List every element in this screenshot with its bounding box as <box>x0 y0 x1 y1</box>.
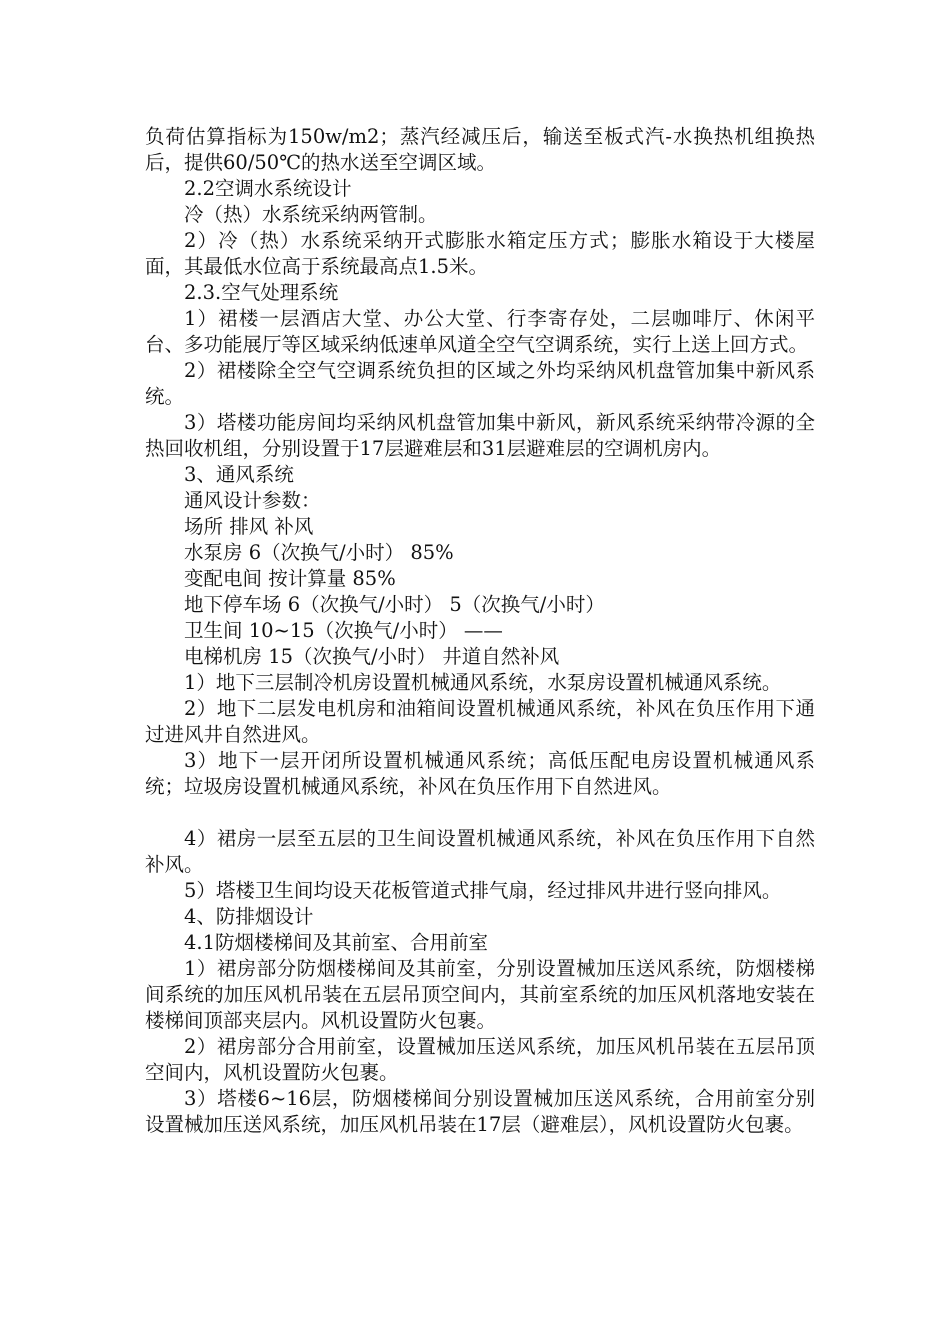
heading-4-1: 4.1防烟楼梯间及其前室、合用前室 <box>184 931 489 954</box>
heading-2-3: 2.3.空气处理系统 <box>184 281 339 304</box>
paragraph-tower-restroom: 5）塔楼卫生间均设天花板管道式排气扇，经过排风井进行竖向排风。 <box>184 879 782 902</box>
paragraph-podium-stair-pressurization: 1）裙房部分防烟楼梯间及其前室，分别设置械加压送风系统，防烟楼梯间系统的加压风机吊装在五层吊顶空间内，其前室系统的加压风机落地安装在楼梯间顶部夹层内。风机设置防火包裹。 <box>145 957 815 1032</box>
paragraph-expansion-tank: 2）冷（热）水系统采纳开式膨胀水箱定压方式；膨胀水箱设于大楼屋面，其最低水位高于系统最高点1.5米。 <box>145 229 815 278</box>
paragraph-podium-shared-lobby: 2）裙房部分合用前室，设置械加压送风系统，加压风机吊装在五层吊顶空间内，风机设置防火包裹。 <box>145 1035 815 1084</box>
paragraph-podium-fan-coil: 2）裙楼除全空气空调系统负担的区域之外均采纳风机盘管加集中新风系统。 <box>145 359 815 408</box>
ventilation-table-header: 场所 排风 补风 <box>184 515 314 538</box>
paragraph-tower-pressurization: 3）塔楼6~16层，防烟楼梯间分别设置械加压送风系统，合用前室分别设置械加压送风系统，加压风机吊装在17层（避难层），风机设置防火包裹。 <box>145 1087 815 1136</box>
paragraph-b3-ventilation: 1）地下三层制冷机房设置机械通风系统，水泵房设置机械通风系统。 <box>184 671 782 694</box>
heading-smoke-control: 4、防排烟设计 <box>184 905 314 928</box>
ventilation-row-pump-room: 水泵房 6（次换气/小时） 85% <box>184 541 454 564</box>
ventilation-row-parking: 地下停车场 6（次换气/小时） 5（次换气/小时） <box>184 593 605 616</box>
ventilation-params-label: 通风设计参数： <box>184 489 321 512</box>
paragraph-two-pipe: 冷（热）水系统采纳两管制。 <box>184 203 438 226</box>
paragraph-tower-fresh-air: 3）塔楼功能房间均采纳风机盘管加集中新风，新风系统采纳带冷源的全热回收机组，分别设置于17层避难层和31层避难层的空调机房内。 <box>145 411 815 460</box>
document-page <box>145 124 815 1138</box>
blank-line <box>145 800 815 826</box>
paragraph-podium-full-air: 1）裙楼一层酒店大堂、办公大堂、行李寄存处，二层咖啡厅、休闲平台、多功能展厅等区域采纳低速单风道全空气空调系统，实行上送上回方式。 <box>145 307 815 356</box>
ventilation-row-substation: 变配电间 按计算量 85% <box>184 567 396 590</box>
ventilation-row-elevator-room: 电梯机房 15（次换气/小时） 井道自然补风 <box>184 645 560 668</box>
heading-ventilation: 3、通风系统 <box>184 463 294 486</box>
paragraph-b1-ventilation: 3）地下一层开闭所设置机械通风系统；高低压配电房设置机械通风系统；垃圾房设置机械通风系统，补风在负压作用下自然进风。 <box>145 749 815 798</box>
paragraph-heat-load: 负荷估算指标为150w/m2；蒸汽经减压后，输送至板式汽-水换热机组换热后，提供60/50℃的热水送至空调区域。 <box>145 125 815 174</box>
paragraph-b2-ventilation: 2）地下二层发电机房和油箱间设置机械通风系统，补风在负压作用下通过进风井自然进风。 <box>145 697 815 746</box>
heading-2-2: 2.2空调水系统设计 <box>184 177 352 200</box>
paragraph-podium-restroom: 4）裙房一层至五层的卫生间设置机械通风系统，补风在负压作用下自然补风。 <box>145 827 815 876</box>
ventilation-row-restroom: 卫生间 10~15（次换气/小时） —— <box>184 619 503 642</box>
